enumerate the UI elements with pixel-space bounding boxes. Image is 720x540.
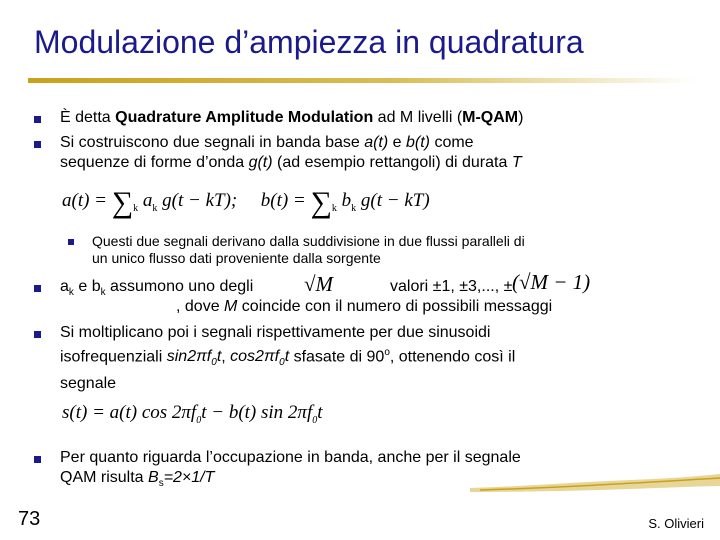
bullet-symbol-values-line2: , dove M coincide con il numero di possibili messaggi xyxy=(176,298,553,315)
summation-symbol: ∑ xyxy=(310,186,332,219)
bullet-marker xyxy=(34,116,41,123)
bullet-marker xyxy=(34,141,41,148)
sqrt-m-expression: √M xyxy=(304,272,334,296)
author-footer: S. Olivieri xyxy=(648,516,704,531)
bullet-bandwidth: Per quanto riguarda l’occupazione in banda, anche per il segnale QAM risulta $B_s=2\times 1/T$ xyxy=(60,449,521,490)
bullet-qam-definition: È detta Quadrature Amplitude Modulation ad M livelli (M-QAM) xyxy=(60,109,524,126)
sqrt-m-minus-one-expression: (√M − 1) xyxy=(512,270,591,294)
sub-bullet-marker xyxy=(68,239,74,245)
title-underline xyxy=(28,78,696,83)
bullet-marker xyxy=(34,456,41,463)
sub-bullet-parallel-flows: Questi due segnali derivano dalla suddivisione in due flussi paralleli di un unico flusso dati proveniente dalla sorgente xyxy=(92,233,525,266)
bullet-carrier-multiplication: Si moltiplicano poi i segnali rispettivamente per due sinusoidi isofrequenziali $\sin 2\pi f_0t$, $\cos 2\pi f_0t$ sfasate di 90$^o$, ottenendo così il segnale xyxy=(60,324,516,392)
decorative-wave xyxy=(470,472,720,494)
slide-title: Modulazione d’ampiezza in quadratura xyxy=(34,24,584,60)
formula-ab-signals: $a(t) = \sum_k$ $a_k$ g(t − kT); $b(t) = \sum_k$ $b_k$ g(t − kT) xyxy=(62,186,430,219)
bullet-marker xyxy=(34,331,41,338)
page-number: 73 xyxy=(18,508,41,530)
bullet-symbol-values: valori ±1, ±3,..., ± xyxy=(390,278,513,295)
bullet-symbol-values-line1: $a_k$ e $b_k$ assumono uno degli xyxy=(60,278,254,299)
bullet-marker xyxy=(34,285,41,292)
bullet-baseband-signals: Si costruiscono due segnali in banda base a(t) e b(t) come sequenze di forme d’onda g(t) (ad esempio rettangoli) di durata T xyxy=(60,134,522,171)
formula-qam-signal: s(t) = a(t) $\cos 2\pi f_0t - b(t)$ $\sin 2\pi f_0t$ xyxy=(62,402,323,426)
summation-symbol: ∑ xyxy=(111,186,134,219)
